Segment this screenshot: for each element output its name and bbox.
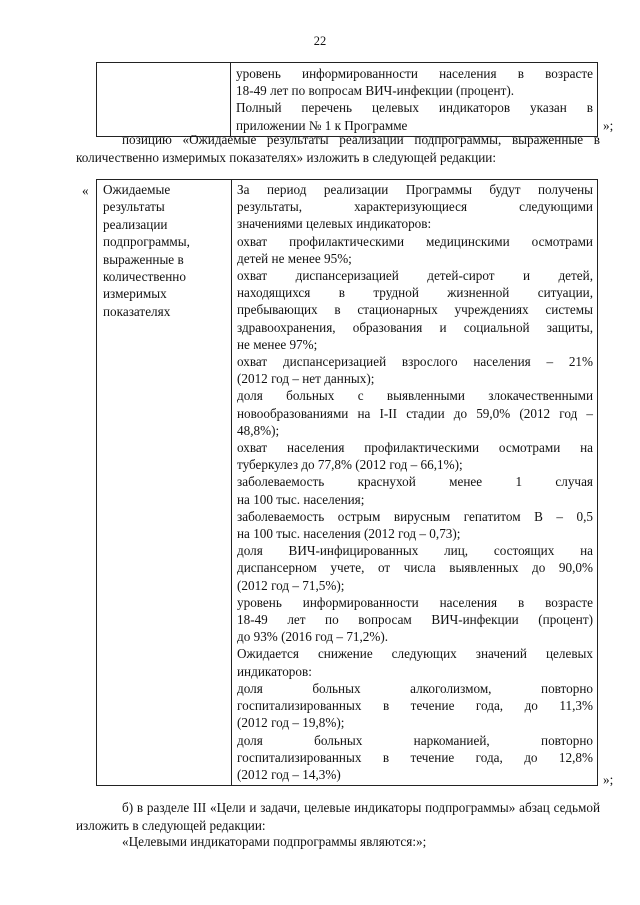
table1-line: приложении № 1 к Программе <box>236 117 408 133</box>
right-line: пребывающих в стационарных учреждениях системы <box>237 302 593 318</box>
right-line: здравоохранения, образования и социальной защиты, <box>237 319 593 335</box>
table1-line: Полный перечень целевых индикаторов указан в <box>236 100 593 116</box>
left-line: выраженные в <box>103 251 184 267</box>
left-line: Ожидаемые <box>103 182 171 197</box>
right-line: охват профилактическими медицинскими осмотрами <box>237 233 593 249</box>
table1-right-cell <box>231 63 598 137</box>
right-line: За период реализации Программы будут получены <box>237 182 593 197</box>
right-line: доля больных наркоманией, повторно <box>237 732 593 748</box>
right-line: новообразованиями на I-II стадии до 59,0% (2012 год – <box>237 405 593 421</box>
right-line: заболеваемость краснухой менее 1 случая <box>237 474 593 490</box>
right-line: госпитализированных в течение года, до 12,8% <box>237 749 593 765</box>
right-line: (2012 год – 71,5%); <box>237 577 345 593</box>
table1-left-cell <box>97 63 231 137</box>
table2-right-cell <box>232 180 598 786</box>
left-line: результаты <box>103 199 165 215</box>
right-line: детей не менее 95%; <box>237 250 352 266</box>
right-line: (2012 год – 14,3%) <box>237 766 341 782</box>
right-line: диспансерном учете, от числа выявленных до 90,0% <box>237 560 593 576</box>
right-line: охват диспансеризацией детей-сирот и детей, <box>237 268 593 284</box>
right-line: индикаторов: <box>237 663 312 679</box>
right-line: на 100 тыс. населения; <box>237 491 365 507</box>
right-line: не менее 97%; <box>237 336 318 352</box>
left-line: измеримых <box>103 286 167 302</box>
right-line: доля больных алкоголизмом, повторно <box>237 680 593 696</box>
table2-close-mark: »; <box>603 772 614 787</box>
table2-open-mark: « <box>82 183 89 198</box>
right-line: до 93% (2016 год – 71,2%). <box>237 629 389 645</box>
right-line: заболеваемость острым вирусным гепатитом В – 0,5 <box>237 508 593 524</box>
left-line: количественно <box>103 269 186 285</box>
right-line: значениями целевых индикаторов: <box>237 216 432 232</box>
right-line: Ожидается снижение следующих значений целевых <box>237 646 593 662</box>
right-line: результаты, характеризующиеся следующими <box>237 199 593 215</box>
table1-line: 18-49 лет по вопросам ВИЧ-инфекции (процент). <box>236 83 515 99</box>
table2-left-cell <box>97 180 232 786</box>
paragraph-target-indicators: «Целевыми индикаторами подпрограммы являются:»; <box>122 834 427 849</box>
right-line: (2012 год – 19,8%); <box>237 715 345 731</box>
right-line: уровень информированности населения в возрасте <box>237 594 593 610</box>
right-line: доля ВИЧ-инфицированных лиц, состоящих на <box>237 543 593 559</box>
left-line: подпрограммы, <box>103 234 190 250</box>
right-line: охват населения профилактическими осмотрами на <box>237 440 593 456</box>
right-line: доля больных с выявленными злокачественными <box>237 388 593 404</box>
page-number: 22 <box>313 34 327 48</box>
paragraph-section-iii: б) в разделе III «Цели и задачи, целевые индикаторы подпрограммы» абзац седьмой изложить в следующей редакции: <box>76 800 600 833</box>
table1-close-mark: »; <box>603 118 614 133</box>
paragraph-position: позицию «Ожидаемые результаты реализации подпрограммы, выраженные в количественно измеримых показателях» изложить в следующей редакции: <box>76 132 600 165</box>
table1-line: уровень информированности населения в возрасте <box>236 66 593 81</box>
right-line: находящихся в трудной жизненной ситуации, <box>237 285 593 301</box>
table-continuation <box>96 62 598 137</box>
right-line: охват диспансеризацией взрослого населения – 21% <box>237 354 593 370</box>
table-expected-results <box>96 179 598 786</box>
right-line: (2012 год – нет данных); <box>237 371 375 387</box>
right-line: 18-49 лет по вопросам ВИЧ-инфекции (процент) <box>237 612 593 628</box>
left-line: реализации <box>103 216 168 232</box>
right-line: на 100 тыс. населения (2012 год – 0,73); <box>237 526 461 542</box>
right-line: туберкулез до 77,8% (2012 год – 66,1%); <box>237 457 463 473</box>
right-line: госпитализированных в течение года, до 11,3% <box>237 698 593 714</box>
left-line: показателях <box>103 303 171 319</box>
right-line: 48,8%); <box>237 422 280 438</box>
